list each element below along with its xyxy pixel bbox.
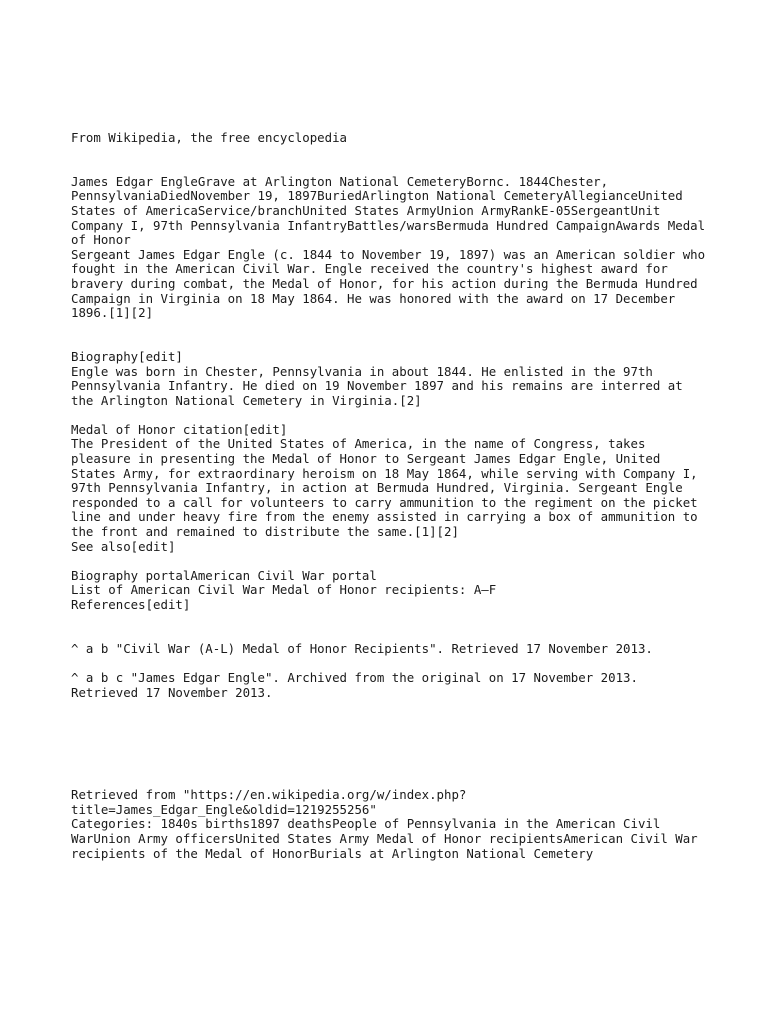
biography-heading[interactable]: Biography[edit]: [71, 348, 183, 364]
reference-item-1[interactable]: ^ a b "Civil War (A-L) Medal of Honor Recipients". Retrieved 17 November 2013.: [71, 640, 653, 656]
biography-paragraph: Engle was born in Chester, Pennsylvania in about 1844. He enlisted in the 97th Pennsylvania Infantry. He died on 19 November 1897 and his remains are interred at the Arlington National Cemetery in Virginia.[2]: [71, 363, 691, 408]
reference-item-2[interactable]: ^ a b c "James Edgar Engle". Archived from the original on 17 November 2013. Retrieved 17 November 2013.: [71, 669, 646, 700]
see-also-heading[interactable]: See also[edit]: [71, 538, 176, 554]
wikipedia-tagline: From Wikipedia, the free encyclopedia: [71, 130, 348, 145]
citation-heading[interactable]: Medal of Honor citation[edit]: [71, 421, 288, 437]
intro-paragraph: Sergeant James Edgar Engle (c. 1844 to November 19, 1897) was an American soldier who fought in the American Civil War. Engle received the country's highest award for bravery during combat, the Medal of Honor, for his action during the Bermuda Hundred Campaign in Virginia on 18 May 1864. He was honored with the award on 17 December 1896.[1][2]: [71, 246, 713, 321]
medal-recipients-list-link[interactable]: List of American Civil War Medal of Honor recipients: A–F: [71, 582, 497, 598]
article: [71, 131, 711, 861]
infobox-text: James Edgar EngleGrave at Arlington National CemeteryBornc. 1844Chester, PennsylvaniaDiedNovember 19, 1897BuriedArlington National CemeteryAllegianceUnited States of AmericaService/branchUnited States ArmyUnion ArmyRankE-05SergeantUnit Company I, 97th Pennsylvania InfantryBattles/warsBermuda Hundred CampaignAwards Medal of Honor: [71, 173, 713, 248]
citation-paragraph: The President of the United States of America, in the name of Congress, takes pleasure in presenting the Medal of Honor to Sergeant James Edgar Engle, United States Army, for extraordinary heroism on 18 May 1864, while serving with Company I, 97th Pennsylvania Infantry, in action at Bermuda Hundred, Virginia. Sergeant Engle responded to a call for volunteers to carry ammunition to the regiment on the picket line and under heavy fire from the enemy assisted in carrying a box of ammunition to the front and remained to distribute the same.[1][2]: [71, 436, 706, 540]
portal-links[interactable]: Biography portalAmerican Civil War portal: [71, 567, 377, 583]
retrieved-from[interactable]: Retrieved from "https://en.wikipedia.org/w/index.php?title=James_Edgar_Engle&oldid=1219255256": [71, 787, 467, 817]
categories[interactable]: Categories: 1840s births1897 deathsPeople of Pennsylvania in the American Civil WarUnion Army officersUnited States Army Medal of Honor recipientsAmerican Civil War recipients of the Medal of HonorBurials at Arlington National Cemetery: [71, 816, 706, 861]
references-heading[interactable]: References[edit]: [71, 597, 191, 612]
